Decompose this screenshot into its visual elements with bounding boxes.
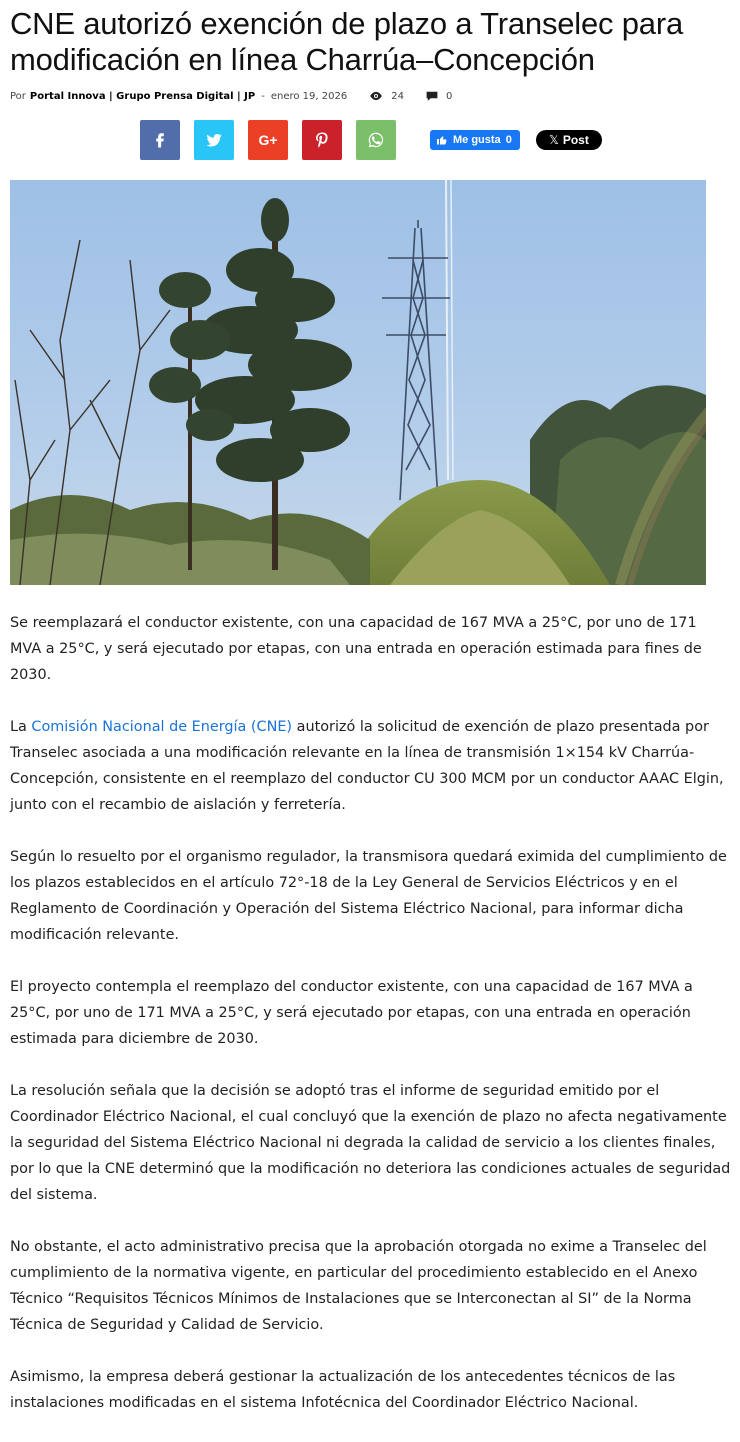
whatsapp-share-button[interactable] bbox=[356, 120, 396, 160]
thumbs-up-icon bbox=[436, 134, 448, 146]
paragraph-6: No obstante, el acto administrativo precisa que la aprobación otorgada no exime a Transelec del cumplimiento de la normativa vigente, en particular del procedimiento establecido en el Anexo Técnico “Requisitos Técnicos Mínimos de Instalaciones que se Interconectan al SI” de la Norma Técnica de Seguridad y Calidad de Servicio. bbox=[10, 1239, 707, 1333]
paragraph-2-after: autorizó la solicitud de exención de plazo presentada por Transelec asociada a una modificación relevante en la línea de transmisión 1×154 kV Charrúa-Concepción, consistente en el reemplazo del conductor CU 300 MCM por un conductor AAAC Elgin, junto con el recambio de aislación y ferretería. bbox=[10, 719, 724, 813]
eye-icon bbox=[369, 91, 383, 101]
whatsapp-icon bbox=[367, 131, 385, 149]
post-label: Post bbox=[562, 133, 589, 147]
transmission-tower-landscape-image bbox=[10, 180, 706, 585]
paragraph-3: Según lo resuelto por el organismo regulador, la transmisora quedará eximida del cumplimiento de los plazos establecidos en el artículo 72°-18 de la Ley General de Servicios Eléctricos y en el Reglamento de Coordinación y Operación del Sistema Eléctrico Nacional, para informar dicha modificación relevante. bbox=[10, 849, 727, 943]
view-count: 24 bbox=[391, 90, 404, 102]
article-title: CNE autorizó exención de plazo a Transelec para modificación en línea Charrúa–Concepción bbox=[10, 6, 683, 77]
share-bar bbox=[140, 120, 410, 160]
meta-separator: - bbox=[261, 90, 265, 102]
twitter-share-button[interactable] bbox=[194, 120, 234, 160]
pinterest-share-button[interactable] bbox=[302, 120, 342, 160]
meta-by-label: Por bbox=[10, 90, 26, 102]
comment-icon[interactable] bbox=[426, 91, 438, 102]
publish-date: enero 19, 2026 bbox=[270, 90, 348, 102]
author-link[interactable]: Portal Innova | Grupo Prensa Digital | JP bbox=[29, 90, 256, 102]
paragraph-5: La resolución señala que la decisión se adoptó tras el informe de seguridad emitido por el Coordinador Eléctrico Nacional, el cual concluyó que la exención de plazo no afecta negativamente la seguridad del Sistema Eléctrico Nacional ni degrada la calidad de servicio a los clientes finales, por lo que la CNE determinó que la modificación no deteriora las condiciones actuales de seguridad del sistema. bbox=[10, 1083, 731, 1203]
google-plus-share-button[interactable] bbox=[248, 120, 288, 160]
google-plus-icon: G+ bbox=[258, 132, 278, 148]
paragraph-1: Se reemplazará el conductor existente, con una capacidad de 167 MVA a 25°C, por uno de 171 MVA a 25°C, y será ejecutado por etapas, con una entrada en operación estimada para fines de 2030. bbox=[10, 615, 702, 683]
article-featured-image bbox=[10, 180, 706, 585]
facebook-share-button[interactable] bbox=[140, 120, 180, 160]
paragraph-2-before: La bbox=[10, 719, 32, 735]
pinterest-icon bbox=[313, 131, 331, 149]
paragraph-2 bbox=[10, 714, 732, 818]
article-meta bbox=[10, 87, 452, 105]
cne-link[interactable]: Comisión Nacional de Energía (CNE) bbox=[31, 719, 293, 735]
like-count: 0 bbox=[505, 134, 512, 146]
facebook-like-button[interactable] bbox=[430, 130, 520, 150]
paragraph-4: El proyecto contempla el reemplazo del conductor existente, con una capacidad de 167 MVA a 25°C, por uno de 171 MVA a 25°C, y será ejecutado por etapas, con una entrada en operación estimada para diciembre de 2030. bbox=[10, 979, 693, 1047]
like-label: Me gusta bbox=[453, 134, 501, 146]
x-post-button[interactable] bbox=[536, 130, 602, 150]
comment-count[interactable]: 0 bbox=[445, 90, 453, 102]
paragraph-7: Asimismo, la empresa deberá gestionar la actualización de los antecedentes técnicos de las instalaciones modificadas en el sistema Infotécnica del Coordinador Eléctrico Nacional. bbox=[10, 1369, 676, 1411]
article-body bbox=[10, 610, 732, 1442]
twitter-icon bbox=[205, 131, 223, 149]
facebook-icon bbox=[151, 131, 169, 149]
x-logo-icon: 𝕏 bbox=[549, 133, 559, 147]
